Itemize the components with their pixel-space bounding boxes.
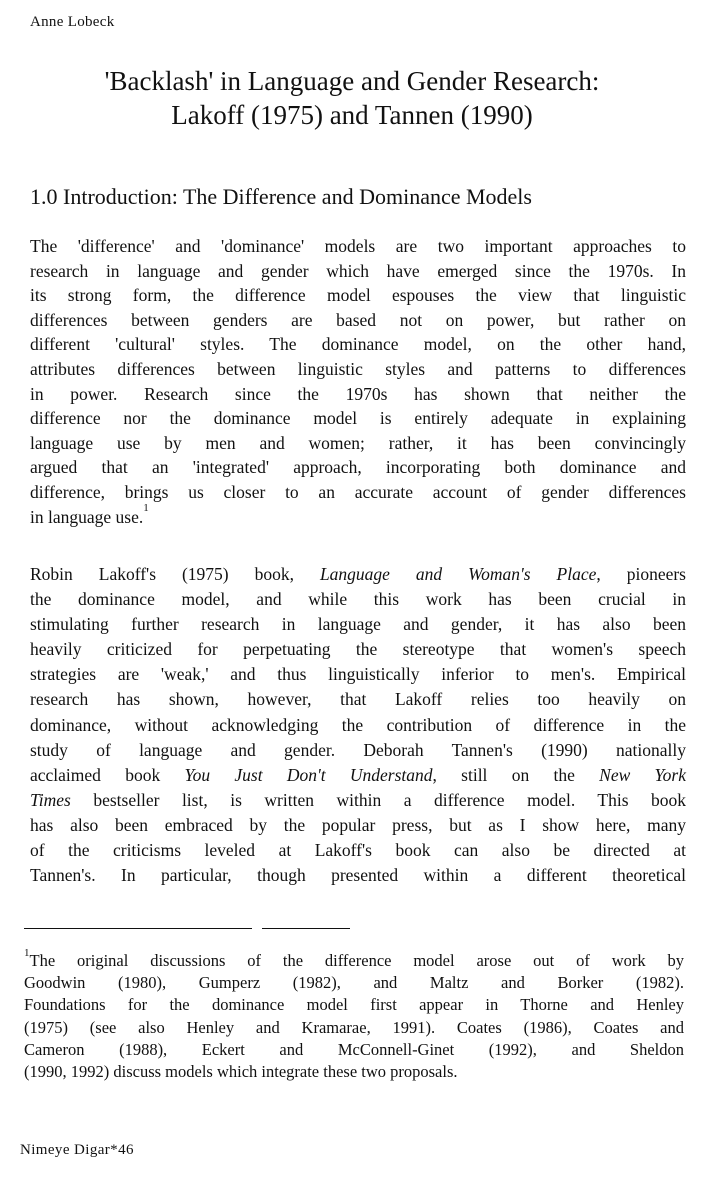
paragraph-2 <box>30 562 686 888</box>
text-line <box>30 763 686 788</box>
book-title-tannen: You Just Don't Understand <box>184 764 433 785</box>
text-fragment: , pioneers <box>596 564 686 584</box>
text-line: its strong form, the difference model espouses the view that linguistic <box>30 285 686 306</box>
text-line: The 'difference' and 'dominance' models are two important approaches to <box>30 236 686 256</box>
text-line: argued that an 'integrated' approach, incorporating both dominance and <box>30 457 686 478</box>
text-line: different 'cultural' styles. The dominance model, on the other hand, <box>30 334 686 355</box>
text-line: dominance, without acknowledging the contribution of difference in the <box>30 714 686 735</box>
footnote <box>24 947 684 1083</box>
footnote-marker: 1 <box>24 947 30 959</box>
text-line: strategies are 'weak,' and thus linguistically inferior to men's. Empirical <box>30 664 686 685</box>
text-fragment: The original discussions of the difference model arose out of work by <box>29 951 684 970</box>
footnote-reference[interactable]: 1 <box>143 501 149 514</box>
text-line: the dominance model, and while this work has been crucial in <box>30 589 686 610</box>
text-line <box>30 788 686 813</box>
text-fragment: in language use. <box>30 506 144 527</box>
text-line: study of language and gender. Deborah Tannen's (1990) nationally <box>30 739 686 760</box>
text-line: stimulating further research in language and gender, it has also been <box>30 614 686 635</box>
footnote-divider <box>262 928 350 929</box>
book-title-lakoff: Language and Woman's Place <box>319 564 597 584</box>
text-line: language use by men and women; rather, it has been convincingly <box>30 432 686 453</box>
text-line: difference, brings us closer to an accurate account of gender differences <box>30 481 686 502</box>
page-footer: Nimeye Digar*46 <box>20 1142 134 1158</box>
text-line: Cameron (1988), Eckert and McConnell-Ginet (1992), and Sheldon <box>24 1039 684 1059</box>
running-head-author: Anne Lobeck <box>30 14 115 30</box>
text-fragment: , still on the <box>432 764 575 785</box>
text-line: research in language and gender which have emerged since the 1970s. In <box>30 260 686 281</box>
text-line <box>30 501 686 530</box>
text-line: Foundations for the dominance model first appear in Thorne and Henley <box>24 995 684 1015</box>
text-fragment: acclaimed book <box>30 764 161 785</box>
text-line: (1990, 1992) discuss models which integrate these two proposals. <box>24 1061 458 1081</box>
text-line: differences between genders are based not on power, but rather on <box>30 309 686 330</box>
text-line <box>30 562 686 587</box>
text-line: in power. Research since the 1970s has shown that neither the <box>30 383 686 404</box>
text-line: of the criticisms leveled at Lakoff's book can also be directed at <box>30 840 686 861</box>
newspaper-name: New York <box>599 764 686 785</box>
text-line: difference nor the dominance model is entirely adequate in explaining <box>30 408 686 429</box>
text-line <box>24 947 684 972</box>
footnote-divider <box>24 928 252 929</box>
article-title <box>0 64 704 132</box>
title-line-2: Lakoff (1975) and Tannen (1990) <box>171 100 533 130</box>
title-line-1: 'Backlash' in Language and Gender Research: <box>104 66 600 96</box>
text-line: research has shown, however, that Lakoff relies too heavily on <box>30 689 686 710</box>
text-line: Tannen's. In particular, though presented within a different theoretical <box>30 865 686 886</box>
text-line: heavily criticized for perpetuating the stereotype that women's speech <box>30 639 686 660</box>
text-line: attributes differences between linguistic styles and patterns to differences <box>30 358 686 379</box>
paragraph-1 <box>30 234 686 529</box>
newspaper-name: Times <box>30 789 71 810</box>
text-line: (1975) (see also Henley and Kramarae, 1991). Coates (1986), Coates and <box>24 1017 684 1037</box>
section-heading: 1.0 Introduction: The Difference and Dominance Models <box>30 184 532 209</box>
text-line: has also been embraced by the popular press, but as I show here, many <box>30 814 686 835</box>
text-fragment: bestseller list, is written within a difference model. This book <box>93 789 687 810</box>
text-fragment: Robin Lakoff's (1975) book, <box>30 564 294 584</box>
text-line: Goodwin (1980), Gumperz (1982), and Maltz and Borker (1982). <box>24 973 684 993</box>
